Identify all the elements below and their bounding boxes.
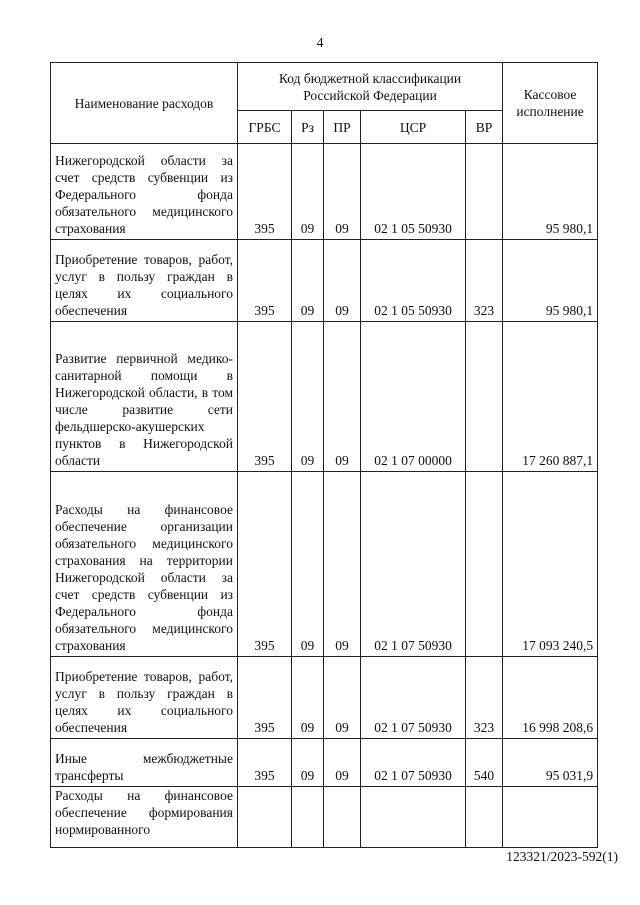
row-amount: 17 093 240,5 xyxy=(503,472,598,657)
row-csr: 02 1 07 50930 xyxy=(361,739,466,787)
row-expense-name: Приобретение товаров, работ, услуг в пользу граждан в целях их социального обеспечения xyxy=(51,657,238,739)
row-csr xyxy=(361,787,466,848)
row-vr xyxy=(466,472,503,657)
row-rz: 09 xyxy=(292,240,324,322)
row-rz xyxy=(292,787,324,848)
row-csr: 02 1 05 50930 xyxy=(361,240,466,322)
row-expense-name: Развитие первичной медико-санитарной помощи в Нижегородской области, в том числе развитие сети фельдшерско-акушерских пунктов в Нижегородской области xyxy=(51,322,238,472)
header-grbs: ГРБС xyxy=(238,111,292,144)
row-rz: 09 xyxy=(292,739,324,787)
row-rz: 09 xyxy=(292,472,324,657)
row-grbs: 395 xyxy=(238,144,292,240)
row-pr: 09 xyxy=(324,240,361,322)
table-row xyxy=(51,787,598,848)
row-expense-name: Приобретение товаров, работ, услуг в пользу граждан в целях их социального обеспечения xyxy=(51,240,238,322)
header-expense-name: Наименование расходов xyxy=(51,63,238,144)
row-vr xyxy=(466,322,503,472)
page-number: 4 xyxy=(316,36,324,51)
row-amount: 95 980,1 xyxy=(503,240,598,322)
row-expense-name: Иные межбюджетные трансферты xyxy=(51,739,238,787)
table-row xyxy=(51,240,598,322)
budget-expenditure-table xyxy=(50,62,598,848)
row-grbs: 395 xyxy=(238,739,292,787)
row-vr: 323 xyxy=(466,240,503,322)
row-grbs xyxy=(238,787,292,848)
row-csr: 02 1 07 50930 xyxy=(361,657,466,739)
row-amount: 95 980,1 xyxy=(503,144,598,240)
row-amount: 17 260 887,1 xyxy=(503,322,598,472)
table-row xyxy=(51,322,598,472)
row-expense-name: Расходы на финансовое обеспечение организации обязательного медицинского страхования на территории Нижегородской области за счет средств субвенции из Федерального фонда обязательного медицинского страхования xyxy=(51,472,238,657)
row-grbs: 395 xyxy=(238,472,292,657)
row-rz: 09 xyxy=(292,657,324,739)
row-vr xyxy=(466,144,503,240)
row-csr: 02 1 07 50930 xyxy=(361,472,466,657)
row-rz: 09 xyxy=(292,144,324,240)
row-pr: 09 xyxy=(324,322,361,472)
row-pr: 09 xyxy=(324,739,361,787)
table-row xyxy=(51,472,598,657)
header-cash-execution: Кассовое исполнение xyxy=(503,63,598,144)
row-pr xyxy=(324,787,361,848)
row-expense-name: Расходы на финансовое обеспечение формирования нормированного xyxy=(51,787,238,848)
row-grbs: 395 xyxy=(238,240,292,322)
row-csr: 02 1 05 50930 xyxy=(361,144,466,240)
row-vr: 323 xyxy=(466,657,503,739)
document-id: 123321/2023-592(1) xyxy=(506,849,618,864)
row-grbs: 395 xyxy=(238,657,292,739)
row-grbs: 395 xyxy=(238,322,292,472)
row-rz: 09 xyxy=(292,322,324,472)
table-row xyxy=(51,144,598,240)
row-pr: 09 xyxy=(324,472,361,657)
header-budget-code-group: Код бюджетной классификации Российской Федерации xyxy=(238,63,503,111)
row-amount: 95 031,9 xyxy=(503,739,598,787)
row-amount xyxy=(503,787,598,848)
row-amount: 16 998 208,6 xyxy=(503,657,598,739)
table-row xyxy=(51,657,598,739)
row-csr: 02 1 07 00000 xyxy=(361,322,466,472)
header-csr: ЦСР xyxy=(361,111,466,144)
header-rz: Рз xyxy=(292,111,324,144)
row-pr: 09 xyxy=(324,144,361,240)
row-expense-name: Нижегородской области за счет средств субвенции из Федерального фонда обязательного медицинского страхования xyxy=(51,144,238,240)
table-row xyxy=(51,739,598,787)
row-pr: 09 xyxy=(324,657,361,739)
row-vr: 540 xyxy=(466,739,503,787)
header-vr: ВР xyxy=(466,111,503,144)
header-pr: ПР xyxy=(324,111,361,144)
row-vr xyxy=(466,787,503,848)
